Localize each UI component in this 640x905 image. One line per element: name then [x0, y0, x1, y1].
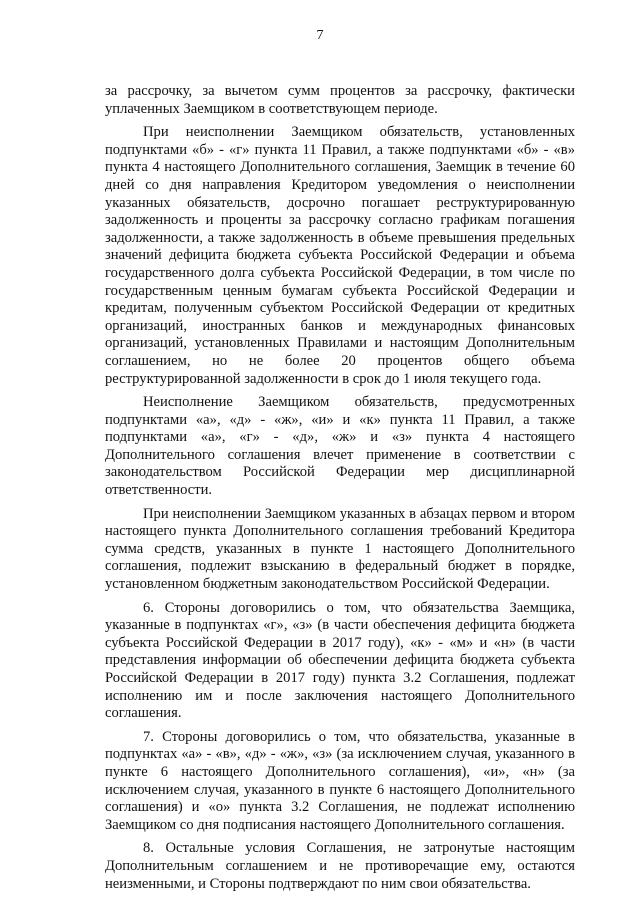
- page-number: 7: [316, 28, 324, 43]
- paragraph-clause-7: 7. Стороны договорились о том, что обязательства, указанные в подпунктах «а» - «в», «д» - «ж», «з» (за исключением случая, указанного в пункте 6 настоящего Дополнительного соглашения), «и», «н» (за исключением случая, указанного в пункте 6 настоящего Дополнительного соглашения) и «о» пункта 3.2 Соглашения, не подлежат исполнению Заемщиком со дня подписания настоящего Дополнительного соглашения.: [105, 728, 575, 833]
- document-body: [105, 83, 575, 899]
- paragraph-clause-6: 6. Стороны договорились о том, что обязательства Заемщика, указанные в подпунктах «г», «з» (в части обеспечения дефицита бюджета субъекта Российской Федерации в 2017 году), «к» - «м» и «н» (в части представления информации об обеспечении дефицита бюджета субъекта Российской Федерации в 2017 году) пункта 3.2 Соглашения, подлежат исполнению им и после заключения настоящего Дополнительного соглашения.: [105, 599, 575, 722]
- paragraph-continuation: за рассрочку, за вычетом сумм процентов за рассрочку, фактически уплаченных Заемщиком в соответствующем периоде.: [105, 83, 575, 117]
- paragraph-clause-8: 8. Остальные условия Соглашения, не затронутые настоящим Дополнительным соглашением и не противоречащие ему, остаются неизменными, и Стороны подтверждают по ним свои обязательства.: [105, 840, 575, 892]
- paragraph-early-repayment: При неисполнении Заемщиком обязательств, установленных подпунктами «б» - «г» пункта 11 Правил, а также подпунктами «б» - «в» пункта 4 настоящего Дополнительного соглашения, Заемщик в течение 60 дней со дня направления Кредитором уведомления о неисполнении указанных обязательств, досрочно погашает реструктурированную задолженность и проценты за рассрочку согласно графикам погашения задолженности, а также задолженность в объеме превышения предельных значений дефицита бюджета субъекта Российской Федерации и объема государственного долга субъекта Российской Федерации, в том числе по государственным ценным бумагам субъекта Российской Федерации и кредитам, полученным субъектом Российской Федерации от кредитных организаций, иностранных банков и международных финансовых организаций, установленных Правилами и настоящим Дополнительным соглашением, но не более 20 процентов общего объема реструктурированной задолженности в срок до 1 июля текущего года.: [105, 124, 575, 387]
- paragraph-recovery-to-budget: При неисполнении Заемщиком указанных в абзацах первом и втором настоящего пункта Дополнительного соглашения требований Кредитора сумма средств, указанных в пункте 1 настоящего Дополнительного соглашения, подлежит взысканию в федеральный бюджет в порядке, установленном бюджетным законодательством Российской Федерации.: [105, 505, 575, 593]
- paragraph-disciplinary-liability: Неисполнение Заемщиком обязательств, предусмотренных подпунктами «а», «д» - «ж», «и» и «к» пункта 11 Правил, а также подпунктами «а», «г» - «д», «ж» и «з» пункта 4 настоящего Дополнительного соглашения влечет применение в соответствии с законодательством Российской Федерации мер дисциплинарной ответственности.: [105, 394, 575, 499]
